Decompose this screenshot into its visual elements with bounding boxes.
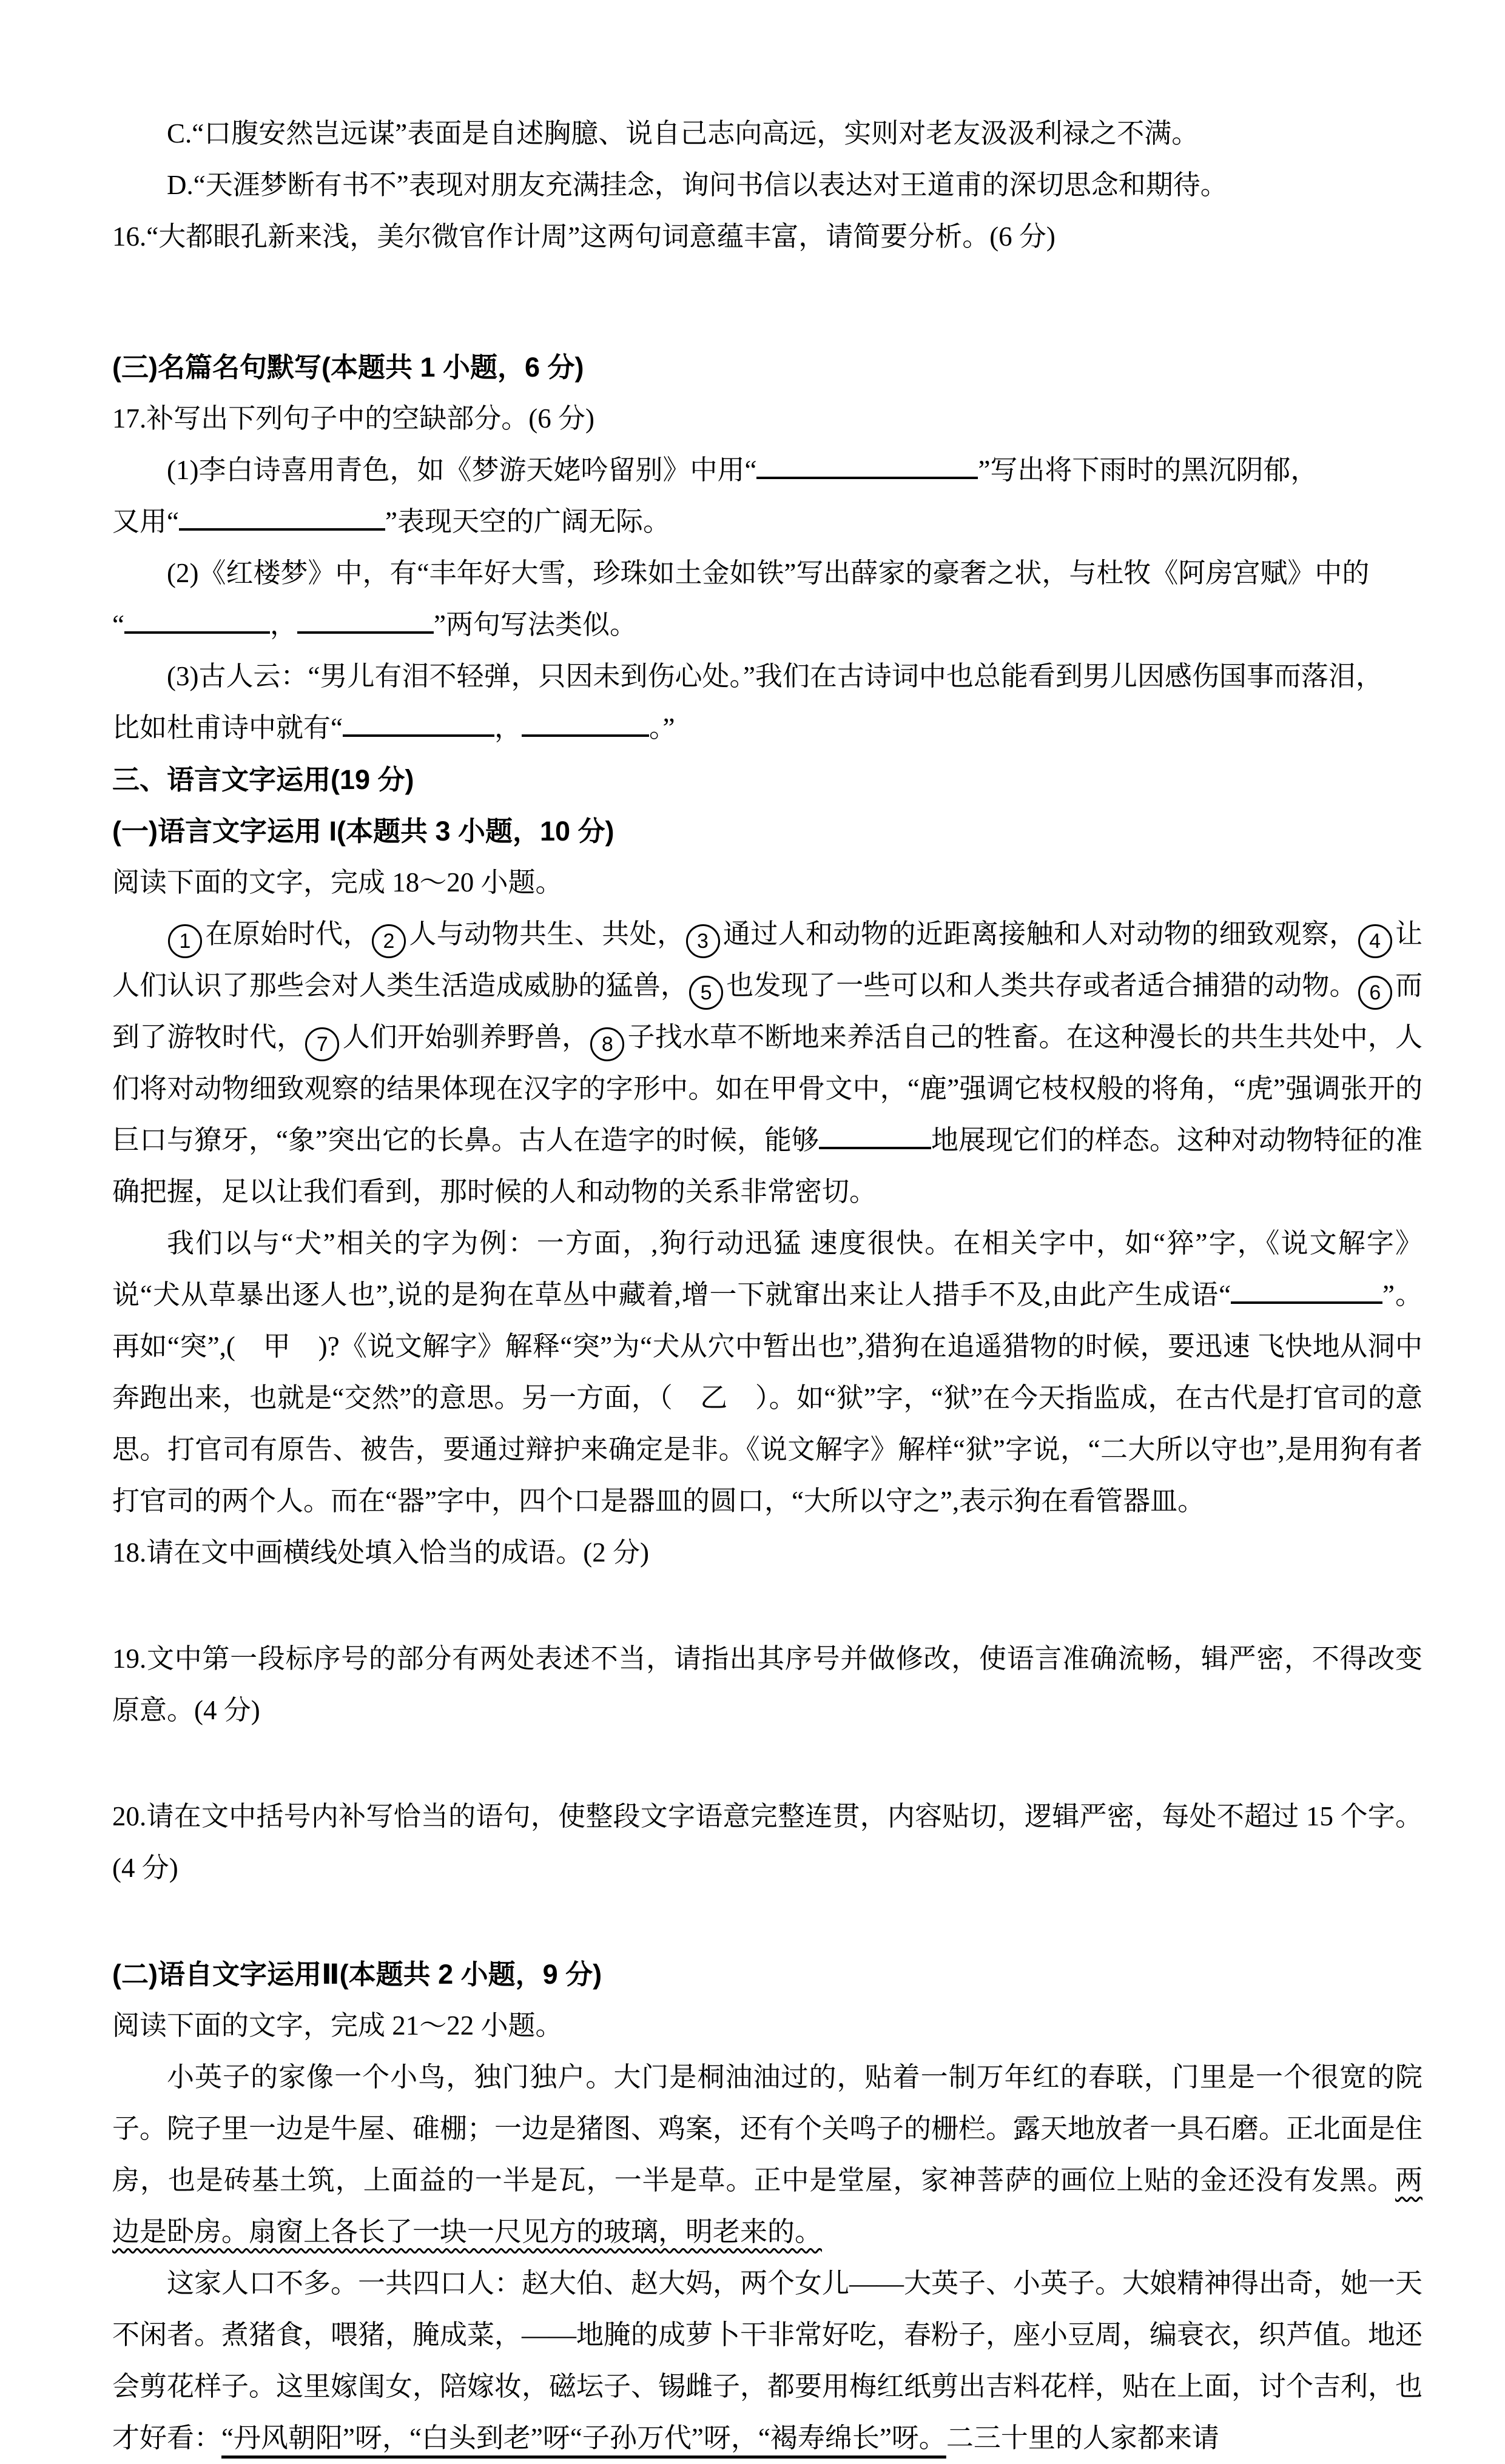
q17-item1b-post: ”表现天空的广阔无际。	[385, 506, 670, 537]
passage2-underlined-phrases: “丹风朝阳”呀，“白头到老”呀“子孙万代”呀，“褐寿绵长”呀。	[221, 2423, 946, 2453]
answer-blank	[179, 505, 385, 531]
q17-item3-post: 。”	[649, 713, 675, 743]
q17-item2-line1: (2)《红楼梦》中，有“丰年好大雪，珍珠如土金如铁”写出薛家的豪奢之状，与杜牧《阿房宫赋》中的	[167, 558, 1370, 588]
q17-item3-line2	[112, 702, 1423, 754]
passage1-seg4: 让人们认识了那些会对人类生活造成威胁的猛兽，	[112, 919, 1423, 1001]
circled-number-1: 1	[168, 924, 202, 958]
circled-number-5: 5	[689, 976, 723, 1010]
q17-item1-pre: (1)李白诗喜用青色，如《梦游天姥吟留别》中用“	[167, 455, 757, 485]
subsection-heading-yunyong-1: (一)语言文字运用 I(本题共 3 小题，10 分)	[112, 816, 614, 847]
passage2-para1	[112, 2052, 1423, 2258]
circled-number-7: 7	[305, 1027, 339, 1061]
circled-number-2: 2	[372, 924, 406, 958]
q17-item3-comma: ，	[494, 713, 522, 743]
passage2-intro: 阅读下面的文字，完成 21～22 小题。	[112, 2010, 563, 2041]
passage1-seg7: 人们开始驯养野兽，	[342, 1022, 590, 1052]
answer-blank	[522, 711, 649, 737]
answer-blank	[124, 608, 270, 634]
passage1-seg8: 子找水草不断地来养活自己的牲畜。在这种漫长的共生共处中，人们将对动物细致观察的结果体现在汉字的字形中。如在甲骨文中，“鹿”强调它枝权般的将角，“虎”强调张开的巨口与獠牙，“象”突出它的长鼻。古人在造字的时候，能够	[112, 1022, 1423, 1155]
passage1-seg9: 地展现它们的样态。这种对动物特征的准确把握，足以让我们看到，那时候的人和动物的关系非常密切。	[112, 1125, 1423, 1207]
circled-number-8: 8	[590, 1027, 624, 1061]
q17-item1-line1	[112, 445, 1423, 496]
passage2-para2	[112, 2258, 1423, 2464]
subsection-heading-yunyong-2: (二)语自文字运用Ⅱ(本题共 2 小题，9 分)	[112, 1959, 602, 1990]
q17-item3-pre: 比如杜甫诗中就有“	[112, 713, 343, 743]
passage2-wavy-underlined-sentence: 两边是卧房。扇窗上各长了一块一尺见方的玻璃，明老来的。	[112, 2165, 1423, 2247]
question-19: 19.文中第一段标序号的部分有两处表述不当，请指出其序号并做修改，使语言准确流畅，辑严密，不得改变原意。(4 分)	[112, 1643, 1423, 1725]
question-17-stem: 17.补写出下列句子中的空缺部分。(6 分)	[112, 403, 594, 434]
q17-item3-line1: (3)古人云：“男儿有泪不轻弹，只因未到伤心处。”我们在古诗词中也总能看到男儿因感伤国事而落泪，	[167, 661, 1383, 691]
passage1-seg1: 在原始时代，	[205, 919, 371, 949]
section-heading-yuyan-wenzi: 三、语言文字运用(19 分)	[112, 764, 414, 795]
q17-item2-comma: ，	[269, 609, 297, 640]
answer-blank	[343, 711, 494, 737]
q17-item2-openquote: “	[112, 609, 124, 640]
passage1-seg3: 通过人和动物的近距离接触和人对动物的细致观察，	[722, 919, 1357, 949]
circled-number-3: 3	[686, 924, 720, 958]
passage1-para2-pre: 我们以与“犬”相关的字为例：一方面，,狗行动迅猛 速度很快。在相关字中，如“猝”字，《说文解字》说“犬从草暴出逐人也”,说的是狗在草丛中藏着,增一下就窜出来让人措手不及,由此产生成语“	[112, 1228, 1423, 1310]
q17-item1-post: ”写出将下雨时的黑沉阴郁，	[978, 455, 1318, 485]
answer-blank	[819, 1124, 931, 1149]
option-d: D.“天涯梦断有书不”表现对朋友充满挂念，询问书信以表达对王道甫的深切思念和期待。	[167, 170, 1228, 200]
answer-blank	[756, 454, 978, 479]
passage1-para2-post: ”。再如“突”,( 甲 )?《说文解字》解释“突”为“犬从穴中暂出也”,猎狗在追遥猎物的时候，要迅速 飞快地从洞中奔跑出来，也就是“交然”的意思。另一方面，（ 乙 ）。如“狱”字，“狱”在今天指监成，在古代是打官司的意思。打官司有原告、被告，要通过辩护来确定是非。《说文解字》解样“狱”字说，“二大所以守也”,是用狗有者打官司的两个人。而在“器”字中，四个口是器皿的圆口，“大所以守之”,表示狗在看管器皿。	[112, 1280, 1423, 1516]
question-20: 20.请在文中括号内补写恰当的语句，使整段文字语意完整连贯，内容贴切，逻辑严密，每处不超过 15 个字。(4 分)	[112, 1801, 1423, 1883]
q17-item2-line2	[112, 599, 1423, 651]
option-c: C.“口腹安然岂远谋”表面是自述胸臆、说自己志向高远，实则对老友汲汲利禄之不满。	[167, 118, 1199, 149]
question-16: 16.“大都眼孔新来浅，美尔微官作计周”这两句词意蕴丰富，请简要分析。(6 分)	[112, 221, 1056, 252]
passage1-seg6: 而到了游牧时代，	[112, 970, 1423, 1052]
answer-blank	[297, 608, 434, 634]
question-18: 18.请在文中画横线处填入恰当的成语。(2 分)	[112, 1537, 649, 1568]
answer-blank	[1231, 1278, 1382, 1304]
passage1-seg2: 人与动物共生、共处，	[408, 919, 685, 949]
section-heading-mingju-moxie: (三)名篇名句默写(本题共 1 小题，6 分)	[112, 352, 584, 383]
passage1-para2	[112, 1218, 1423, 1527]
passage2-para1-text: 小英子的家像一个小鸟，独门独户。大门是桐油油过的，贴着一制万年红的春联，门里是一个很宽的院子。院子里一边是牛屋、碓棚；一边是猪图、鸡案，还有个关鸣子的栅栏。露天地放者一具石磨。正北面是住房，也是砖基土筑，上面益的一半是瓦，一半是草。正中是堂屋，家神菩萨的画位上贴的金还没有发黑。	[112, 2062, 1423, 2195]
passage2-para2-text: 这家人口不多。一共四口人：赵大伯、赵大妈，两个女儿——大英子、小英子。大娘精神得出奇，她一天不闲者。煮猪食，喂猪，腌成菜，——地腌的成萝卜干非常好吃，春粉子，座小豆周，编衰衣，织芦值。地还会剪花样子。这里嫁闺女，陪嫁妆，磁坛子、锡雌子，都要用梅红纸剪出吉料花样，贴在上面，讨个吉利，也才好看：	[112, 2268, 1423, 2453]
passage1-intro: 阅读下面的文字，完成 18～20 小题。	[112, 867, 563, 898]
q17-item1b-pre: 又用“	[112, 506, 179, 537]
circled-number-4: 4	[1358, 924, 1392, 958]
passage1-seg5: 也发现了一些可以和人类共存或者适合捕猎的动物。	[726, 970, 1357, 1001]
circled-number-6: 6	[1358, 976, 1392, 1010]
q17-item1-line2	[112, 496, 1423, 548]
passage2-para2-tail: 二三十里的人家都来请	[946, 2423, 1219, 2453]
q17-item2-post: ”两句写法类似。	[434, 609, 637, 640]
passage1-para1	[112, 908, 1423, 1218]
